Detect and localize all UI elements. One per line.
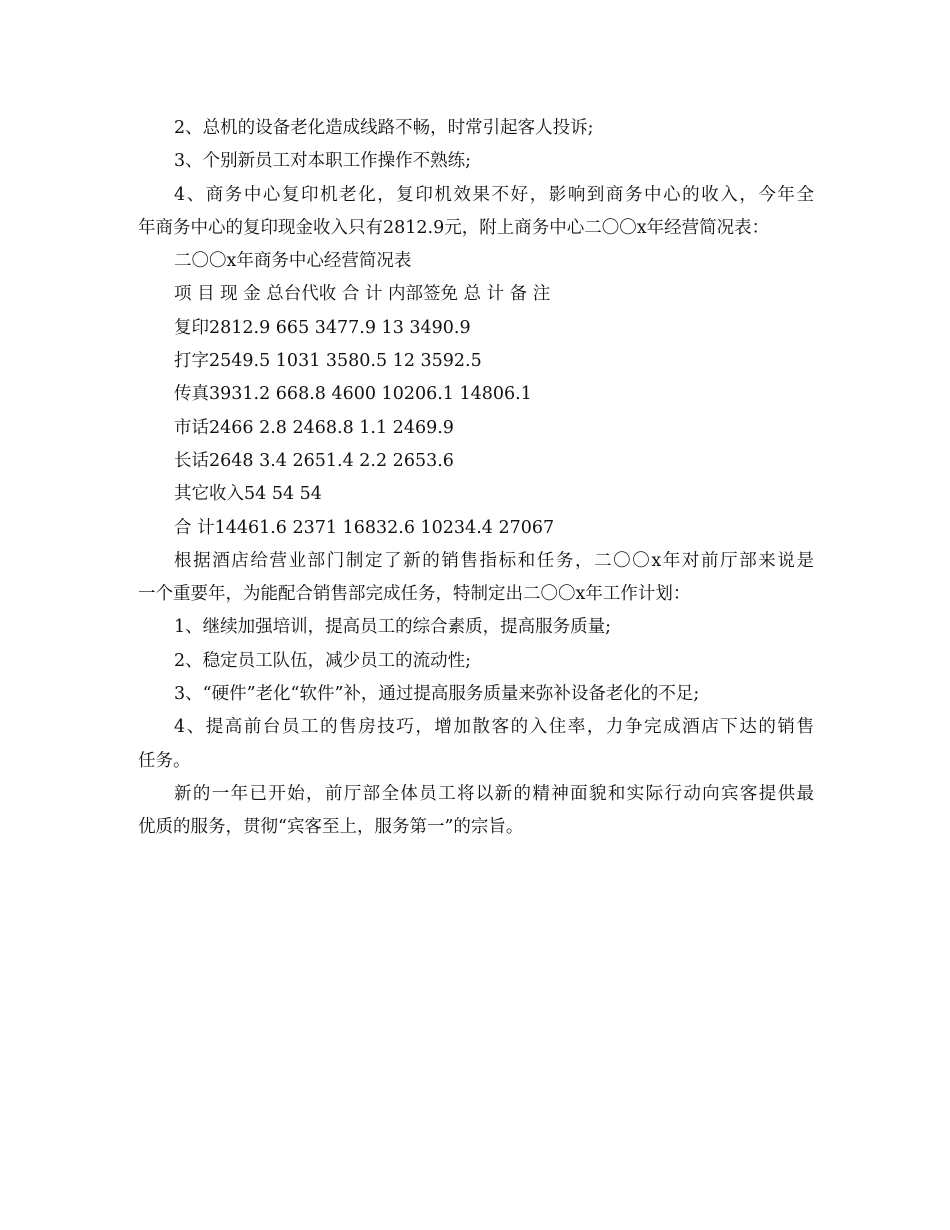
table-row: 传真3931.2 668.8 4600 10206.1 14806.1 (174, 384, 532, 405)
table-row: 复印2812.9 665 3477.9 13 3490.9 (174, 317, 471, 338)
plan-item-2: 2、稳定员工队伍，减少员工的流动性; (174, 650, 472, 671)
paragraph-plan-intro-continued: 一个重要年，为能配合销售部完成任务，特制定出二〇〇x年工作计划： (138, 584, 691, 605)
document-page (138, 112, 814, 845)
list-item-2: 2、总机的设备老化造成线路不畅，时常引起客人投诉; (174, 118, 594, 138)
plan-item-4: 4、提高前台员工的售房技巧，增加散客的入住率，力争完成酒店下达的销售 (174, 717, 814, 738)
paragraph-closing-continued: 优质的服务，贯彻“宾客至上，服务第一”的宗旨。 (138, 817, 524, 838)
plan-item-3: 3、“硬件”老化“软件”补，通过提高服务质量来弥补设备老化的不足; (174, 684, 700, 705)
paragraph-plan-intro: 根据酒店给营业部门制定了新的销售指标和任务，二〇〇x年对前厅部来说是 (174, 550, 814, 571)
plan-item-4-continued: 任务。 (138, 750, 191, 771)
paragraph-closing: 新的一年已开始，前厅部全体员工将以新的精神面貌和实际行动向宾客提供最 (174, 783, 814, 804)
list-item-4-continued: 年商务中心的复印现金收入只有2812.9元，附上商务中心二〇〇x年经营简况表： (138, 217, 770, 238)
plan-item-1: 1、继续加强培训，提高员工的综合素质，提高服务质量; (174, 617, 612, 638)
table-row: 其它收入54 54 54 (174, 484, 322, 505)
table-header-row: 项 目 现 金 总台代收 合 计 内部签免 总 计 备 注 (174, 284, 551, 305)
list-item-3: 3、个别新员工对本职工作操作不熟练; (174, 151, 472, 172)
table-title: 二〇〇x年商务中心经营简况表 (174, 251, 412, 272)
table-total-row: 合 计14461.6 2371 16832.6 10234.4 27067 (174, 517, 555, 538)
table-row: 打字2549.5 1031 3580.5 12 3592.5 (174, 351, 482, 372)
table-row: 长话2648 3.4 2651.4 2.2 2653.6 (174, 450, 454, 471)
table-row: 市话2466 2.8 2468.8 1.1 2469.9 (174, 417, 454, 438)
list-item-4: 4、商务中心复印机老化，复印机效果不好，影响到商务中心的收入，今年全 (174, 184, 814, 205)
